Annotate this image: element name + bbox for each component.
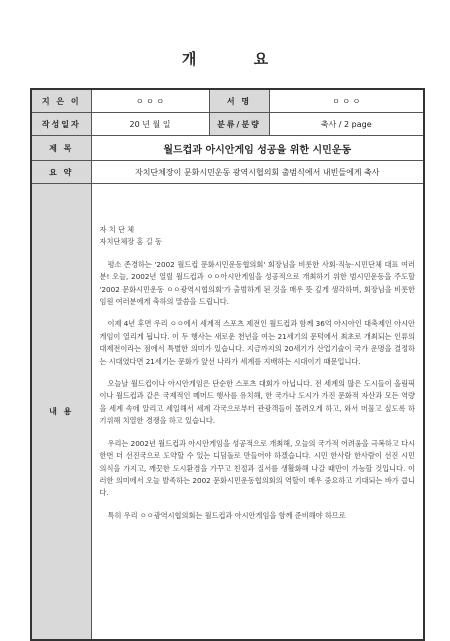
summary-value: 자치단체장이 문화시민운동 광역시협의회 출범식에서 내빈들에게 축사 (91, 161, 424, 184)
table-row (31, 113, 424, 136)
table-row (31, 184, 424, 641)
table-row (31, 136, 424, 161)
date-label: 작성일자 (31, 113, 91, 136)
summary-table (30, 88, 425, 641)
summary-label: 요 약 (31, 161, 91, 184)
paragraph-3: 오늘날 월드컵이나 아시안게임은 단순한 스포츠 대회가 아닙니다. 전 세계의 많은 도시들이 올림픽이나 월드컵과 같은 국제적인 메머드 행사를 유치해, 한 국가나 도시가 가진 문화적 자산과 모든 역량을 세계 속에 알리고 세일해서 세계 각국으로부터 관광객들이 몰려오게 하고, 와서 머물고 싶도록 하기위해 치열한 경쟁을 하고 있습니다. (99, 379, 415, 426)
content-label: 내 용 (31, 184, 91, 641)
paragraph-1: 평소 존경하는 '2002 월드컵 문화시민운동협의회' 회장님을 비롯한 사회·직능·시민단체 대표 여러분! 오늘, 2002년 열릴 월드컵과 ㅇㅇ아시안게임을 성공적으로 개최하기 위한 범시민운동을 주도할 '2002 문화시민운동 ㅇㅇ광역시협의회'가 출범하게 된 것을 매우 뜻 깊게 생각하며, 회장님을 비롯한 임원 여러분에게 축하의 말씀을 드립니다. (99, 259, 415, 307)
subject-label: 제 목 (31, 136, 91, 161)
paragraph-4: 우리는 2002년 월드컵과 아시안게임을 성공적으로 개최해, 오늘의 국가적 어려움을 극복하고 다시 한번 더 선진국으로 도약할 수 있는 디딤돌로 만들어야 하겠습니다. 시민 한사람 한사람이 선진 시민의식을 가지고, 깨끗한 도시환경을 가꾸고 친절과 질서를 생활화해 나갈 때만이 가능할 것입니다. 이러한 의미에서 오늘 발족하는 2002 문화시민운동협의회의 역할이 매우 중요하고 기대되는 바가 큽니다. (99, 438, 415, 498)
author-value: ㅇ ㅇ ㅇ (91, 89, 209, 113)
speech-body (92, 184, 424, 522)
greeting-line-2: 자치단체장 홍 길 동 (99, 237, 162, 247)
paragraph-2: 이제 4년 후면 우리 ㅇㅇ에서 세계적 스포츠 제전인 월드컵과 함께 36억 아시아인 대축제인 아시안게임이 열리게 됩니다. 이 두 행사는 새로운 천년을 여는 21세기의 문턱에서 최초로 개최되는 인류의 대제전이라는 점에서 특별한 의미가 있습니다. 지금까지의 20세기가 산업기술이 국가 운명을 결정하는 시대였다면 21세기는 문화가 앞선 나라가 세계를 지배하는 시대이기 때문입니다. (99, 319, 415, 366)
date-value: 20 년 월 일 (91, 113, 209, 136)
category-label: 분류/분량 (209, 113, 269, 136)
signature-label: 서 명 (209, 89, 269, 113)
greeting-line-1: 자 치 단 체 (99, 225, 135, 234)
category-value: 축사 / 2 page (269, 113, 424, 136)
table-row (31, 161, 424, 184)
signature-value: ㅇ ㅇ ㅇ (269, 89, 424, 113)
subject-value: 월드컵과 아시안게임 성공을 위한 시민운동 (91, 136, 424, 161)
table-row (31, 89, 424, 113)
paragraph-5: 특히 우리 ㅇㅇ광역시협의회는 월드컵과 아시안게임을 함께 준비해야 하므로 (107, 510, 346, 520)
content-cell (91, 184, 424, 641)
author-label: 지 은 이 (31, 89, 91, 113)
document-title: 개 요 (181, 50, 295, 68)
